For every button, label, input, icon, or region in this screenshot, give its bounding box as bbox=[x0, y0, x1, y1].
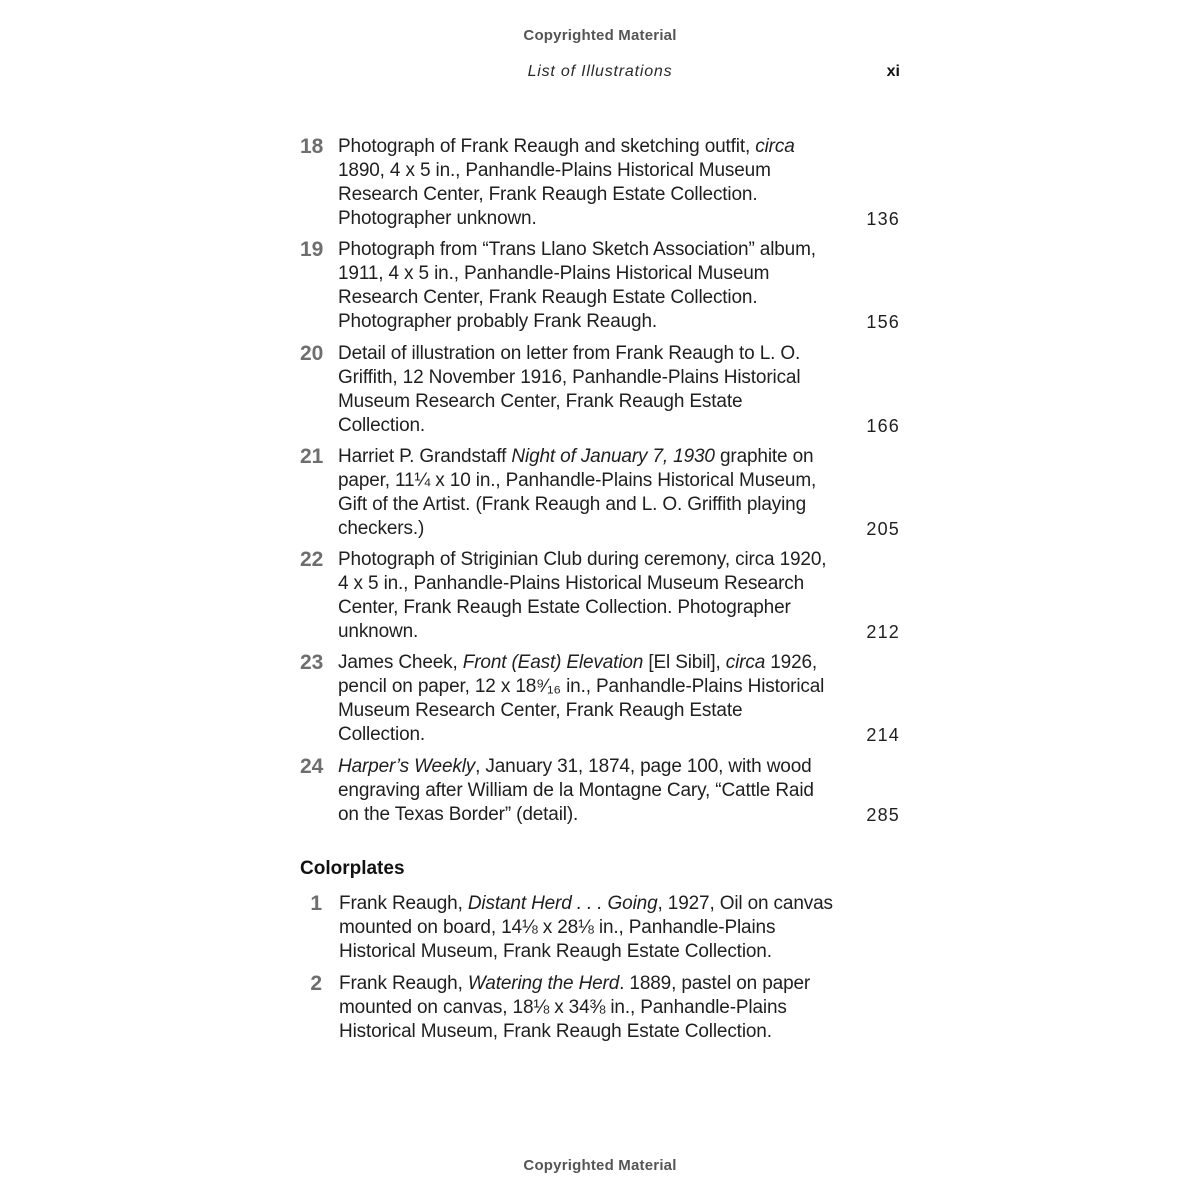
caption-text: 1926, pencil on paper, 12 x 18⁹⁄₁₆ in., Panhandle-Plains Historical Museum Research Center, Frank Reaugh Estate Collection. bbox=[338, 652, 825, 746]
illustration-body bbox=[338, 755, 900, 827]
caption-text: , January 31, 1874, page 100, with wood engraving after William de la Montagne Cary, “Cattle Raid on the Texas Border” (detail). bbox=[338, 755, 814, 825]
illustration-page-number: 136 bbox=[866, 209, 900, 229]
illustration-number: 20 bbox=[300, 341, 324, 365]
caption-title-italic: Front (East) Elevation bbox=[462, 652, 644, 674]
caption-title-italic: Watering the Herd bbox=[467, 972, 620, 994]
colorplate-number: 1 bbox=[310, 891, 322, 915]
illustration-entry bbox=[300, 548, 900, 644]
illustration-page-number: 212 bbox=[866, 622, 900, 643]
illustration-number: 19 bbox=[300, 238, 324, 262]
colorplates-list bbox=[300, 892, 900, 1044]
running-head-title: List of Illustrations bbox=[527, 63, 673, 80]
colorplate-caption bbox=[339, 972, 834, 1044]
colorplates-heading: Colorplates bbox=[300, 857, 405, 879]
caption-text: Harriet P. Grandstaff bbox=[338, 445, 512, 467]
illustration-number: 23 bbox=[300, 651, 324, 675]
caption-title-italic: circa bbox=[725, 652, 766, 674]
copyright-notice-top: Copyrighted Material bbox=[523, 27, 677, 44]
illustration-number: 22 bbox=[300, 548, 324, 572]
illustration-number: 21 bbox=[300, 444, 324, 468]
illustration-caption bbox=[338, 238, 833, 334]
illustration-entry bbox=[300, 651, 900, 747]
page-content bbox=[300, 135, 900, 1052]
illustration-caption bbox=[338, 651, 833, 747]
illustration-caption bbox=[338, 135, 833, 231]
illustration-entry bbox=[300, 445, 900, 541]
caption-text: , 1927, Oil on canvas mounted on board, 14⅛ x 28⅛ in., Panhandle-Plains Historical Museum, Frank Reaugh Estate Collection. bbox=[339, 892, 833, 962]
illustration-entry bbox=[300, 342, 900, 438]
caption-title-italic: Night of January 7, 1930 bbox=[511, 445, 715, 467]
illustration-body bbox=[338, 651, 900, 747]
caption-text: Photograph of Frank Reaugh and sketching outfit, bbox=[338, 136, 756, 157]
illustration-page-number: 205 bbox=[866, 518, 900, 539]
illustration-entry bbox=[300, 135, 900, 231]
caption-text: [El Sibil], bbox=[643, 652, 726, 674]
colorplate-number: 2 bbox=[310, 971, 322, 995]
caption-text: Photograph of Striginian Club during ceremony, circa 1920, 4 x 5 in., Panhandle-Plains Historical Museum Research Center, Frank Reaugh Estate Collection. Photographer unknown. bbox=[338, 549, 827, 643]
caption-title-italic: Harper’s Weekly bbox=[338, 755, 476, 777]
illustration-page-number: 214 bbox=[866, 725, 900, 746]
caption-text: Frank Reaugh, bbox=[339, 892, 468, 914]
caption-title-italic: circa bbox=[755, 136, 795, 157]
illustration-caption bbox=[338, 445, 833, 541]
running-head bbox=[300, 63, 900, 85]
caption-text: 1890, 4 x 5 in., Panhandle-Plains Historical Museum Research Center, Frank Reaugh Estate Collection. Photographer unknown. bbox=[338, 160, 771, 229]
colorplate-body bbox=[339, 892, 900, 964]
illustration-caption bbox=[338, 548, 833, 644]
illustration-caption bbox=[338, 755, 833, 827]
caption-title-italic: Distant Herd . . . Going bbox=[467, 892, 658, 914]
illustration-page-number: 166 bbox=[866, 415, 900, 436]
illustration-body bbox=[338, 548, 900, 644]
illustration-entry bbox=[300, 238, 900, 334]
caption-text: Photograph from “Trans Llano Sketch Association” album, 1911, 4 x 5 in., Panhandle-Plains Historical Museum Research Center, Frank Reaugh Estate Collection. Photographer probably Frank Reaugh. bbox=[338, 239, 816, 333]
colorplate-caption bbox=[339, 892, 834, 964]
illustration-body bbox=[338, 135, 900, 231]
illustration-number: 18 bbox=[300, 135, 324, 158]
colorplate-entry bbox=[300, 892, 900, 964]
illustration-page-number: 285 bbox=[866, 804, 900, 825]
illustration-page-number: 156 bbox=[866, 312, 900, 333]
colorplate-body bbox=[339, 972, 900, 1044]
illustration-body bbox=[338, 342, 900, 438]
caption-text: Detail of illustration on letter from Frank Reaugh to L. O. Griffith, 12 November 1916, Panhandle-Plains Historical Museum Research Center, Frank Reaugh Estate Collection. bbox=[338, 342, 801, 436]
caption-text: Frank Reaugh, bbox=[339, 972, 468, 994]
illustration-number: 24 bbox=[300, 754, 324, 778]
illustrations-list bbox=[300, 135, 900, 827]
illustration-body bbox=[338, 445, 900, 541]
illustration-body bbox=[338, 238, 900, 334]
colorplate-entry bbox=[300, 972, 900, 1044]
illustration-entry bbox=[300, 755, 900, 827]
copyright-notice-bottom: Copyrighted Material bbox=[523, 1157, 677, 1174]
page-number: xi bbox=[886, 63, 900, 80]
caption-text: graphite on paper, 11¼ x 10 in., Panhandle-Plains Historical Museum, Gift of the Artist. (Frank Reaugh and L. O. Griffith playing checkers.) bbox=[338, 445, 817, 539]
caption-text: James Cheek, bbox=[338, 652, 463, 674]
caption-text: . 1889, pastel on paper mounted on canvas, 18⅛ x 34⅜ in., Panhandle-Plains Historical Museum, Frank Reaugh Estate Collection. bbox=[339, 972, 811, 1042]
illustration-caption bbox=[338, 342, 833, 438]
